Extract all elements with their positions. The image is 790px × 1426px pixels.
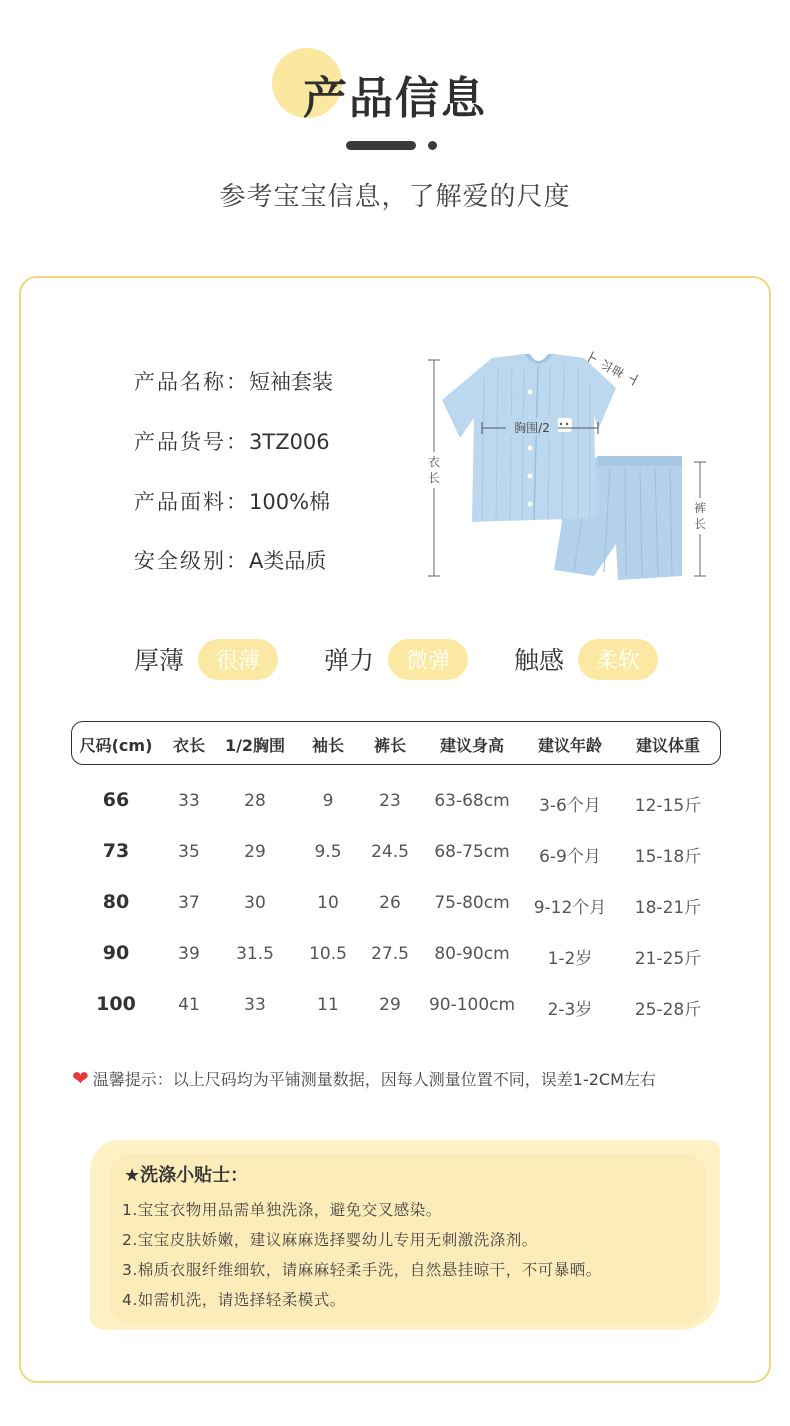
table-cell: 10.5: [309, 944, 347, 964]
table-cell: 33: [178, 791, 200, 811]
pants-length-label-2: 长: [693, 517, 707, 531]
washing-tip-item: 1.宝宝衣物用品需单独洗涤，避免交叉感染。: [122, 1201, 442, 1219]
attribute-name: 触感: [514, 646, 565, 675]
attribute-touch: [514, 636, 658, 682]
tip-text: 温馨提示：以上尺码均为平铺测量数据，因每人测量位置不同，误差1-2CM左右: [92, 1069, 656, 1089]
attribute-value-badge: 很薄: [198, 639, 278, 680]
table-cell: 2-3岁: [547, 1000, 593, 1020]
table-header-cell: 建议身高: [439, 736, 505, 755]
table-header-cell: 衣长: [172, 736, 206, 755]
page-subtitle: 参考宝宝信息，了解爱的尺度: [219, 182, 571, 212]
section-header: [0, 0, 790, 240]
table-cell: 12-15斤: [634, 796, 702, 816]
table-size-cell: 90: [102, 942, 130, 964]
info-value: 短袖套装: [249, 370, 333, 394]
table-cell: 9: [322, 791, 334, 811]
table-cell: 37: [178, 893, 200, 913]
washing-tip-item: 3.棉质衣服纤维细软，请麻麻轻柔手洗，自然悬挂晾干，不可暴晒。: [122, 1261, 602, 1279]
table-cell: 6-9个月: [539, 847, 601, 867]
info-value: 3TZ006: [249, 430, 330, 454]
heart-icon: ❤: [72, 1066, 89, 1090]
table-cell: 41: [178, 995, 200, 1015]
table-cell: 9-12个月: [533, 898, 607, 918]
chest-label: 胸围/2: [514, 421, 550, 435]
shirt-length-label-1: 衣: [427, 455, 441, 469]
title-underline-bar: [346, 141, 416, 150]
table-cell: 68-75cm: [434, 842, 510, 862]
measurement-tip: [72, 1066, 656, 1090]
info-label: 产品货号：: [134, 430, 249, 454]
table-cell: 35: [178, 842, 200, 862]
table-cell: 27.5: [371, 944, 409, 964]
table-cell: 75-80cm: [434, 893, 510, 913]
table-cell: 23: [379, 791, 401, 811]
table-cell: 11: [317, 995, 339, 1015]
pants-length-measure: [691, 462, 709, 576]
table-cell: 29: [244, 842, 266, 862]
table-header-cell: 裤长: [373, 736, 407, 755]
info-label: 产品面料：: [134, 490, 249, 514]
info-label: 安全级别：: [134, 549, 249, 573]
table-cell: 10: [317, 893, 339, 913]
table-cell: 9.5: [314, 842, 342, 862]
info-value: 100%棉: [249, 490, 331, 514]
table-header-cell: 建议体重: [635, 736, 701, 755]
info-label: 产品名称：: [134, 370, 249, 394]
table-cell: 90-100cm: [428, 995, 516, 1015]
table-header-cell: 1/2胸围: [224, 736, 286, 755]
attribute-thickness: [134, 636, 278, 682]
shirt-length-measure: [425, 360, 443, 576]
table-cell: 3-6个月: [539, 796, 601, 816]
bear-patch-icon: [556, 418, 572, 432]
table-cell: 29: [379, 995, 401, 1015]
info-row-safety: [134, 545, 326, 575]
product-illustration: [420, 344, 720, 594]
table-cell: 33: [244, 995, 266, 1015]
attribute-name: 弹力: [324, 646, 375, 675]
info-value: A类品质: [249, 549, 327, 573]
sleeve-label: 袖长: [598, 356, 627, 381]
table-cell: 28: [244, 791, 266, 811]
outfit-measurement-diagram: [420, 344, 720, 594]
table-cell: 24.5: [371, 842, 409, 862]
shirt-shape: [442, 354, 616, 522]
attribute-name: 厚薄: [134, 646, 185, 675]
table-cell: 39: [178, 944, 200, 964]
pants-length-label-1: 裤: [693, 501, 707, 515]
table-cell: 15-18斤: [634, 847, 702, 867]
table-cell: 30: [244, 893, 266, 913]
info-row-code: [134, 426, 330, 456]
info-row-name: [134, 366, 333, 396]
table-cell: 26: [379, 893, 401, 913]
table-cell: 80-90cm: [434, 944, 510, 964]
attribute-value-badge: 柔软: [578, 639, 658, 680]
washing-tip-item: 4.如需机洗，请选择轻柔模式。: [122, 1291, 346, 1309]
title-underline-dot: [428, 141, 437, 150]
shirt-length-label-2: 长: [427, 471, 441, 485]
table-size-cell: 80: [102, 891, 130, 913]
attribute-elasticity: [324, 636, 468, 682]
table-header-cell: 尺码(cm): [79, 736, 153, 755]
washing-tips-title: ★洗涤小贴士：: [124, 1165, 249, 1186]
table-cell: 63-68cm: [434, 791, 510, 811]
info-row-fabric: [134, 486, 330, 516]
attribute-value-badge: 微弹: [388, 639, 468, 680]
table-cell: 18-21斤: [634, 898, 702, 918]
table-size-cell: 66: [102, 789, 130, 811]
page-title: 产品信息: [303, 73, 487, 124]
table-cell: 31.5: [236, 944, 274, 964]
table-header-cell: 袖长: [311, 736, 345, 755]
washing-tips-box: [90, 1140, 720, 1330]
table-size-cell: 100: [96, 993, 136, 1015]
table-cell: 25-28斤: [634, 1000, 702, 1020]
table-cell: 1-2岁: [547, 949, 593, 969]
table-size-cell: 73: [102, 840, 130, 862]
table-header-cell: 建议年龄: [537, 736, 603, 755]
table-cell: 21-25斤: [634, 949, 702, 969]
washing-tip-item: 2.宝宝皮肤娇嫩，建议麻麻选择婴幼儿专用无刺激洗涤剂。: [122, 1231, 538, 1249]
